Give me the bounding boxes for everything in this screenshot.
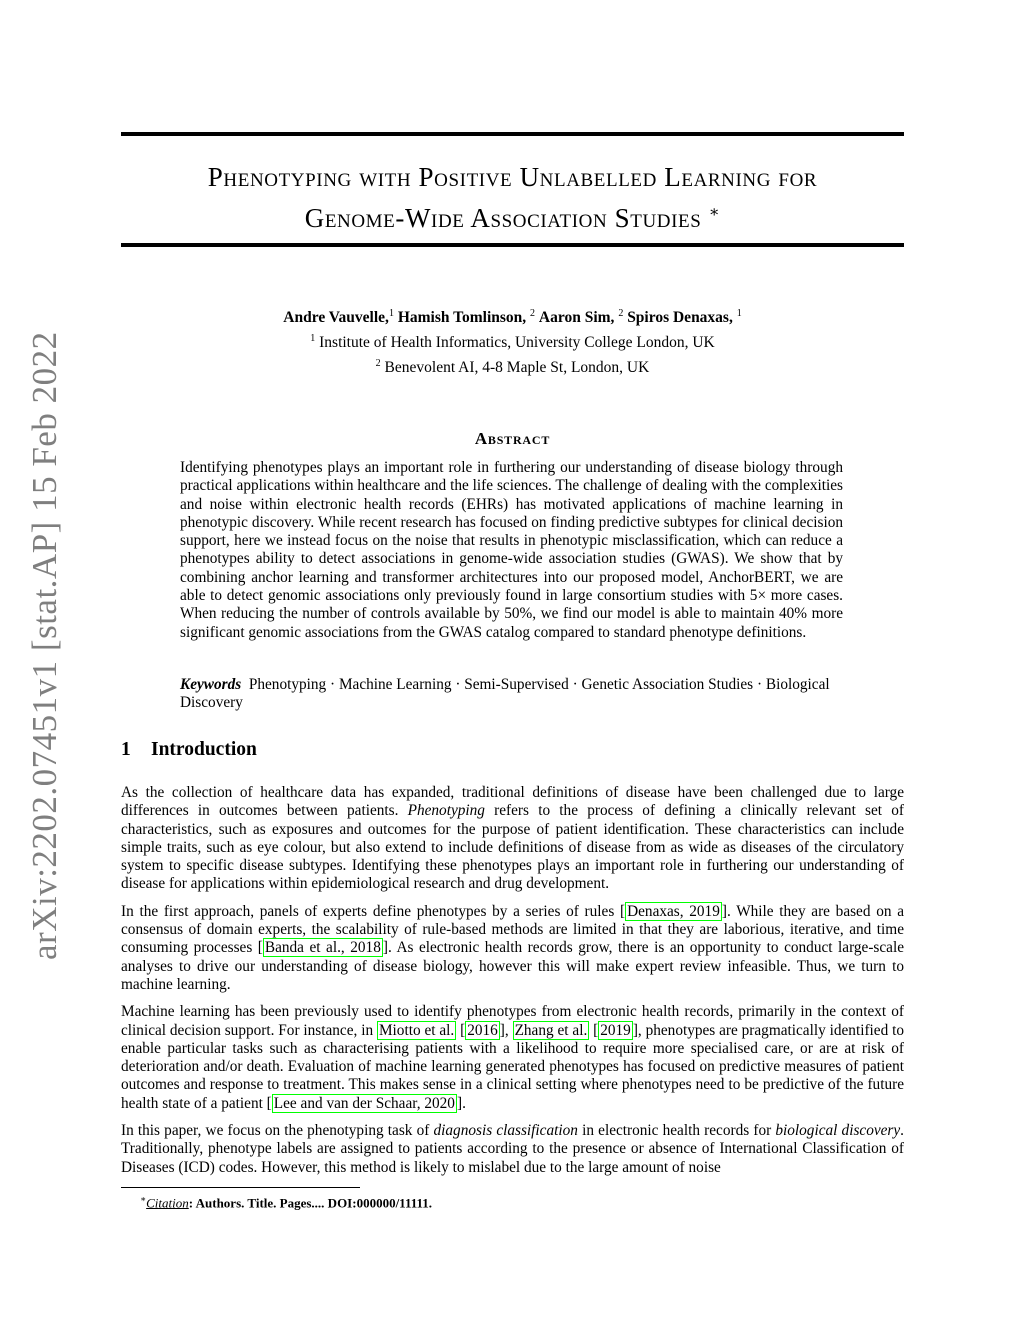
keywords-label: Keywords	[180, 676, 242, 693]
footnote-rule	[121, 1187, 360, 1188]
paragraph: In this paper, we focus on the phenotyping task of diagnosis classification in electronic health records for biological discovery. Traditionally, phenotype labels are assigned to patients according to the presence or absence of International Classification of Diseases (ICD) codes. However, this method is likely to mislabel due to the large amount of noise	[121, 1122, 904, 1176]
title-bottom-rule	[121, 243, 904, 247]
author-names	[121, 303, 904, 328]
title-footnote-marker: ∗	[708, 204, 721, 221]
author-affil-sup: 1	[736, 308, 742, 319]
paper-title	[121, 160, 904, 236]
abstract-text: Identifying phenotypes plays an important role in furthering our understanding of disease biology through practical applications within healthcare and the life sciences. The challenge of dealing with the complexities and noise within electronic health records (EHRs) has motivated applications of machine learning in phenotypic discovery. While recent research has focused on finding predictive subtypes for clinical decision support, here we instead focus on the noise that results in phenotypic misclassification, which can reduce a phenotypes ability to detect associations in genome-wide association studies (GWAS). We show that by combining anchor learning and transformer architectures into our proposed model, AnchorBERT, we are able to detect genomic associations only previously found in large consortium studies with 5× more cases. When reducing the number of controls available by 50%, we find our model is able to maintain 40% more significant genomic associations from the GWAS catalog compared to standard phenotype definitions.	[180, 459, 843, 641]
keywords	[180, 676, 843, 713]
title-line-1: Phenotyping with Positive Unlabelled Learning for	[207, 162, 818, 192]
citation-link[interactable]: Lee and van der Schaar, 2020	[273, 1094, 455, 1112]
citation-link[interactable]: 2016	[467, 1021, 498, 1039]
footnote-label: Citation	[146, 1195, 189, 1211]
author-affil-sup: 2	[530, 308, 536, 319]
affil-sup: 1	[310, 333, 316, 345]
author-name: Hamish Tomlinson,	[397, 309, 527, 327]
author-block	[121, 303, 904, 378]
section-number: 1	[121, 739, 131, 760]
section-heading	[121, 739, 257, 761]
affiliation: $^1$ Institute of Health Informatics, University College London, UK	[310, 333, 715, 352]
abstract-heading: Abstract	[474, 429, 551, 448]
title-top-rule	[121, 132, 904, 136]
paragraph: Machine learning has been previously used to identify phenotypes from electronic health records, primarily in the context of clinical decision support. For instance, in Miotto et al. [ 2016 ], Zhang et al. [ 2019 ], phenotypes are pragmatically identified to enable particular tasks such as characterising patients with a likelihood to require more specialised care, or are at risk of deterioration and/or death. Evaluation of machine learning generated phenotypes has focused on predictive measures of patient outcomes and response to treatment. This makes sense in a clinical setting where phenotypes need to be predictive of the future health state of a patient [ Lee and van der Schaar, 2020 ].	[121, 1003, 904, 1112]
author-name: Andre Vauvelle,	[283, 309, 389, 327]
author-name: Aaron Sim,	[538, 309, 615, 327]
section-title: Introduction	[151, 739, 257, 760]
affiliation: $^2$ Benevolent AI, 4-8 Maple St, London, UK	[375, 358, 650, 377]
footnote-value: Authors. Title. Pages.... DOI:000000/11111.	[195, 1195, 433, 1211]
author-affil-sup: 1	[388, 308, 394, 319]
paragraph: As the collection of healthcare data has expanded, traditional definitions of disease have been challenged due to large differences in outcomes between patients. Phenotyping refers to the process of defining a clinically relevant set of characteristics, such as exposures and outcomes for the purpose of patient identification. These characteristics can include simple traits, such as eye colour, but also extend to include definitions of disease from as wide as diseases of the circulatory system to specific disease subtypes. Identifying these phenotypes plays an important role in furthering our understanding of disease for applications within epidemiological research and drug development.	[121, 784, 904, 893]
affil-sup: 2	[375, 358, 381, 370]
citation-link[interactable]: 2019	[600, 1021, 631, 1039]
citation-link[interactable]: Miotto et al.	[378, 1021, 455, 1039]
footnote-marker: ∗	[140, 1194, 147, 1204]
title-line-2: Genome-Wide Association Studies ∗	[304, 203, 721, 233]
author-name: Spiros Denaxas,	[627, 309, 733, 327]
introduction-body	[121, 784, 904, 1186]
author-affil-sup: 2	[618, 308, 624, 319]
citation-link[interactable]: Banda et al., 2018	[264, 939, 381, 957]
paragraph: In the first approach, panels of experts define phenotypes by a series of rules [ Denaxas, 2019 ]. While they are based on a consensus of domain experts, the scalability of rule-based methods are limited in that they are laborious, iterative, and time consuming processes [ Banda et al., 2018 ]. As electronic health records grow, there is an opportunity to conduct large-scale analyses to drive our understanding of disease biology, however this will make expert review infeasible. Thus, we turn to machine learning.	[121, 902, 904, 993]
citation-link[interactable]: Zhang et al.	[514, 1021, 588, 1039]
footnote: ∗Citation: Authors. Title. Pages.... DOI:000000/11111.	[140, 1194, 433, 1211]
keywords-text: Phenotyping · Machine Learning · Semi-Supervised · Genetic Association Studies · Biological Discovery	[180, 676, 830, 712]
arxiv-identifier: arXiv:2202.07451v1 [stat.AP] 15 Feb 2022	[25, 331, 64, 960]
citation-link[interactable]: Denaxas, 2019	[627, 902, 720, 920]
